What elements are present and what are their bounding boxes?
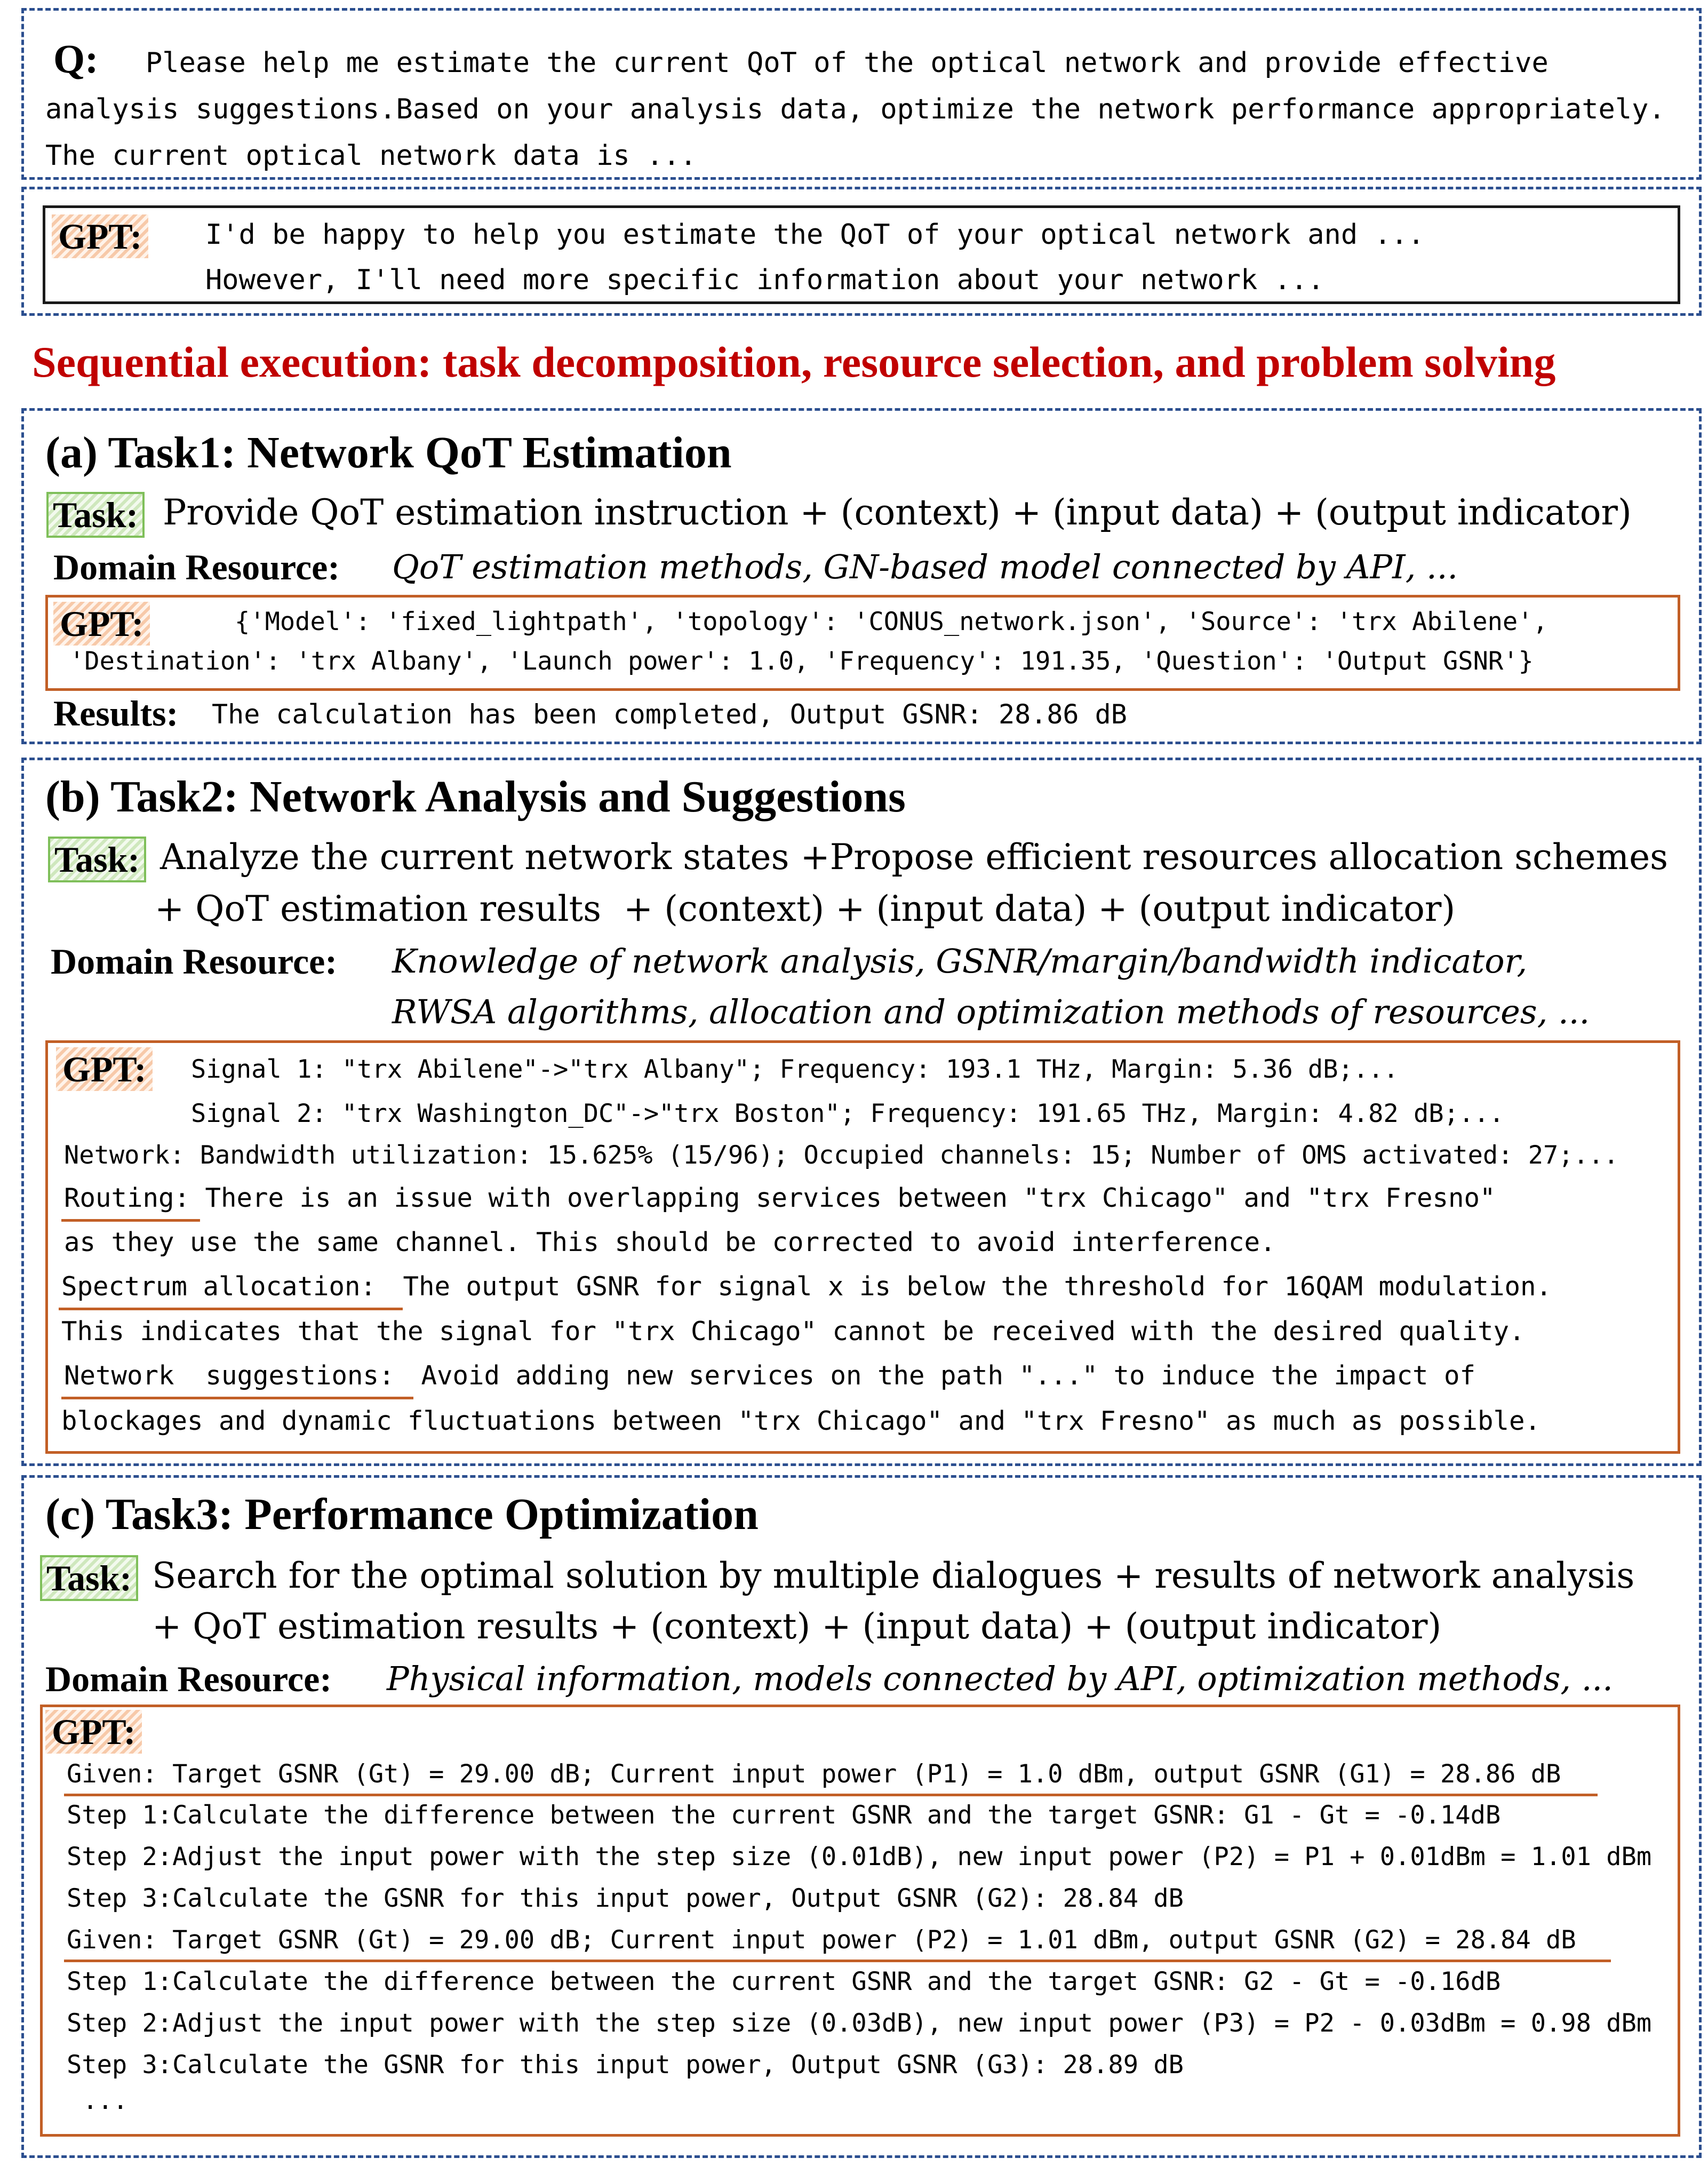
task3-step-1b: Step 1:Calculate the difference between the current GSNR and the target GSNR: G2 - Gt = -0.16dB [67, 1967, 1501, 1996]
task3-given-2-underline [64, 1960, 1611, 1962]
task2-domain-line-2: RWSA algorithms, allocation and optimization methods of resources, ... [392, 992, 1590, 1031]
task2-task-line-1: Analyze the current network states +Propose efficient resources allocation schemes [160, 837, 1669, 878]
task2-signal-1: Signal 1: "trx Abilene"->"trx Albany"; Frequency: 193.1 THz, Margin: 5.36 dB;... [191, 1055, 1399, 1084]
gpt-reply-line-1: I'd be happy to help you estimate the QoT of your optical network and ... [205, 219, 1425, 251]
task1-gpt-line-1: {'Model': 'fixed_lightpath', 'topology': 'CONUS_network.json', 'Source': 'trx Abilene', [235, 607, 1548, 636]
task1-task-text: Provide QoT estimation instruction + (context) + (input data) + (output indicator) [163, 492, 1632, 533]
task1-domain-label: Domain Resource: [53, 547, 340, 587]
gpt-reply-label: GPT: [52, 214, 148, 258]
task2-suggest-text-2: blockages and dynamic fluctuations between "trx Chicago" and "trx Fresno" as much as possible. [61, 1406, 1541, 1436]
task1-domain-text: QoT estimation methods, GN-based model connected by API, ... [392, 547, 1458, 586]
task3-step-1a: Step 1:Calculate the difference between the current GSNR and the target GSNR: G1 - Gt = -0.14dB [67, 1801, 1501, 1830]
task1-section [21, 408, 1702, 744]
task2-suggest-text: Avoid adding new services on the path "..." to induce the impact of [405, 1360, 1476, 1391]
question-line-2: analysis suggestions.Based on your analysis data, optimize the network performance appropriately. [45, 93, 1665, 125]
question-section [21, 8, 1702, 180]
task2-network: Network: Bandwidth utilization: 15.625% (15/96); Occupied channels: 15; Number of OMS activated: 27;... [64, 1141, 1619, 1170]
task2-task-label: Task: [48, 837, 146, 882]
task3-gpt-label: GPT: [45, 1710, 142, 1754]
task3-given-1: Given: Target GSNR (Gt) = 29.00 dB; Current input power (P1) = 1.0 dBm, output GSNR (G1) = 28.86 dB [67, 1759, 1561, 1789]
task3-task-label: Task: [40, 1555, 138, 1601]
task3-given-2: Given: Target GSNR (Gt) = 29.00 dB; Current input power (P2) = 1.01 dBm, output GSNR (G2) = 28.84 dB [67, 1925, 1576, 1955]
task1-gpt-label: GPT: [53, 602, 150, 646]
task3-domain-text: Physical information, models connected by API, optimization methods, ... [387, 1659, 1613, 1698]
task2-domain-line-1: Knowledge of network analysis, GSNR/margin/bandwidth indicator, [392, 942, 1528, 981]
task2-gpt-box [45, 1040, 1680, 1454]
task2-title: (b) Task2: Network Analysis and Suggestions [45, 772, 906, 822]
gpt-reply-line-2: However, I'll need more specific information about your network ... [205, 264, 1324, 296]
task3-step-3b: Step 3:Calculate the GSNR for this input power, Output GSNR (G3): 28.89 dB [67, 2050, 1184, 2080]
task2-signal-2: Signal 2: "trx Washington_DC"->"trx Boston"; Frequency: 191.65 THz, Margin: 4.82 dB;... [191, 1099, 1504, 1128]
task1-title: (a) Task1: Network QoT Estimation [45, 428, 732, 477]
task2-suggest-underline [61, 1397, 413, 1399]
task3-step-3a: Step 3:Calculate the GSNR for this input power, Output GSNR (G2): 28.84 dB [67, 1884, 1184, 1913]
task3-given-1-underline [64, 1794, 1598, 1796]
gpt-reply-section [21, 187, 1702, 316]
headline: Sequential execution: task decomposition, resource selection, and problem solving [32, 338, 1556, 386]
task2-spectrum-text-2: This indicates that the signal for "trx Chicago" cannot be received with the desired quality. [61, 1316, 1525, 1347]
task3-step-2b: Step 2:Adjust the input power with the step size (0.03dB), new input power (P3) = P2 - 0.03dBm = 0.98 dBm [67, 2009, 1652, 2038]
task2-spectrum-text: The output GSNR for signal x is below the threshold for 16QAM modulation. [387, 1271, 1552, 1302]
task2-routing-text-2: as they use the same channel. This should be corrected to avoid interference. [64, 1227, 1276, 1257]
task2-domain-label: Domain Resource: [51, 941, 337, 982]
task1-gpt-box [45, 595, 1680, 691]
task2-spectrum-underline [59, 1308, 403, 1310]
task3-domain-label: Domain Resource: [45, 1659, 332, 1699]
task3-gpt-box [40, 1705, 1680, 2137]
gpt-reply-box [43, 205, 1680, 304]
task3-step-2a: Step 2:Adjust the input power with the step size (0.01dB), new input power (P2) = P1 + 0.01dBm = 1.01 dBm [67, 1842, 1652, 1872]
task2-routing-text: There is an issue with overlapping services between "trx Chicago" and "trx Fresno" [189, 1183, 1496, 1213]
question-label: Q: [53, 37, 99, 82]
task3-section [21, 1475, 1702, 2158]
task1-task-label: Task: [46, 492, 145, 538]
task3-ellipsis: ... [83, 2086, 128, 2115]
task2-suggest-label: Network suggestions: [64, 1360, 395, 1391]
task2-routing-label: Routing: [64, 1183, 190, 1213]
question-line-3: The current optical network data is ... [45, 140, 697, 172]
task3-task-line-1: Search for the optimal solution by multiple dialogues + results of network analysis [152, 1555, 1635, 1596]
task2-spectrum-label: Spectrum allocation: [61, 1271, 377, 1302]
task2-section [21, 758, 1702, 1466]
task1-results-text: The calculation has been completed, Output GSNR: 28.86 dB [212, 699, 1127, 730]
task2-gpt-label: GPT: [56, 1047, 153, 1091]
task1-results-label: Results: [53, 693, 179, 734]
task2-routing-underline [61, 1219, 200, 1222]
question-line-1: Please help me estimate the current QoT of the optical network and provide effective [146, 47, 1549, 79]
task1-gpt-line-2: 'Destination': 'trx Albany', 'Launch power': 1.0, 'Frequency': 191.35, 'Question': 'Output GSNR'} [69, 647, 1534, 676]
task3-task-line-2: + QoT estimation results + (context) + (input data) + (output indicator) [152, 1606, 1442, 1647]
task2-task-line-2: + QoT estimation results + (context) + (input data) + (output indicator) [155, 888, 1456, 929]
task3-title: (c) Task3: Performance Optimization [45, 1490, 759, 1539]
